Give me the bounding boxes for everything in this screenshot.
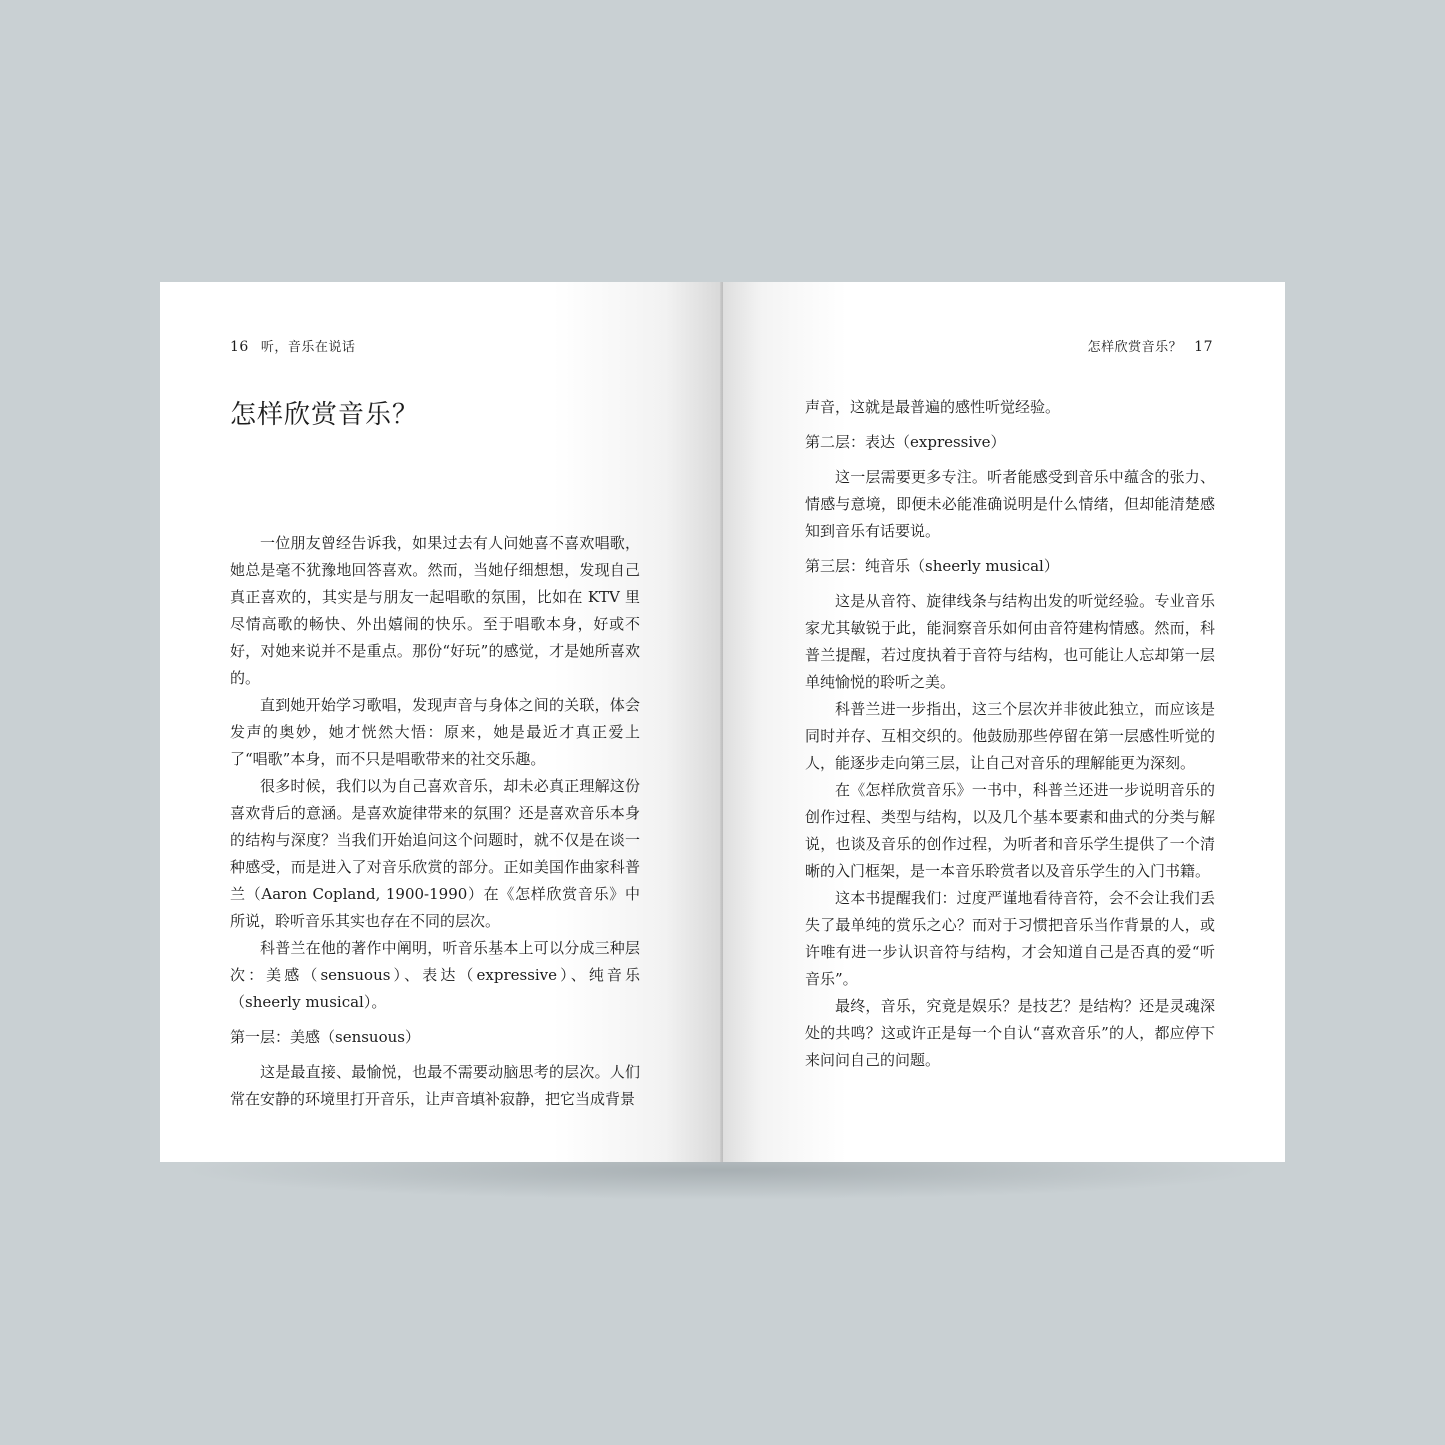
- right-page: [723, 282, 1285, 1162]
- section-heading-level-1: 第一层：美感（sensuous）: [230, 1028, 420, 1046]
- right-section2-paragraph: 这一层需要更多专注。听者能感受到音乐中蕴含的张力、情感与意境，即便未必能准确说明是什么情绪，但却能清楚感知到音乐有话要说。: [805, 468, 1215, 540]
- right-paragraph-3: 在《怎样欣赏音乐》一书中，科普兰还进一步说明音乐的创作过程、类型与结构，以及几个基本要素和曲式的分类与解说，也谈及音乐的创作过程，为听者和音乐学生提供了一个清晰的入门框架，是一本音乐聆赏者以及音乐学生的入门书籍。: [805, 781, 1215, 880]
- right-running-head-title: 怎样欣赏音乐？: [1087, 340, 1183, 355]
- left-paragraph-1: 一位朋友曾经告诉我，如果过去有人问她喜不喜欢唱歌，她总是毫不犹豫地回答喜欢。然而，当她仔细想想，发现自己真正喜欢的，其实是与朋友一起唱歌的氛围，比如在 KTV 里尽情高歌的畅快、外出嬉闹的快乐。至于唱歌本身，好或不好，对她来说并不是重点。那份“好玩”的感觉，才是她所喜欢的。: [230, 534, 640, 687]
- left-page-number: 16: [230, 339, 249, 355]
- right-continuation: 声音，这就是最普遍的感性听觉经验。: [805, 398, 1061, 416]
- left-running-head-title: 听，音乐在说话: [260, 340, 356, 355]
- left-paragraph-2: 直到她开始学习歌唱，发现声音与身体之间的关联，体会发声的奥妙，她才恍然大悟：原来，她是最近才真正爱上了“唱歌”本身，而不只是唱歌带来的社交乐趣。: [230, 696, 640, 768]
- left-section-paragraph: 这是最直接、最愉悦，也最不需要动脑思考的层次。人们常在安静的环境里打开音乐，让声音填补寂静，把它当成背景: [230, 1063, 640, 1108]
- left-paragraph-3: 很多时候，我们以为自己喜欢音乐，却未必真正理解这份喜欢背后的意涵。是喜欢旋律带来的氛围？还是喜欢音乐本身的结构与深度？当我们开始追问这个问题时，就不仅是在谈一种感受，而是进入了对音乐欣赏的部分。正如美国作曲家科普兰（Aaron Copland, 1900-1990）在《怎样欣赏音乐》中所说，聆听音乐其实也存在不同的层次。: [230, 777, 640, 930]
- right-page-number: 17: [1194, 339, 1213, 355]
- section-heading-level-2: 第二层：表达（expressive）: [805, 433, 1006, 451]
- left-page: [160, 282, 722, 1162]
- left-paragraph-4: 科普兰在他的著作中阐明，听音乐基本上可以分成三种层次：美感（sensuous）、表达（expressive）、纯音乐（sheerly musical）。: [230, 939, 640, 1011]
- open-book: [160, 282, 1285, 1162]
- right-paragraph-5: 最终，音乐，究竟是娱乐？是技艺？是结构？还是灵魂深处的共鸣？这或许正是每一个自认“喜欢音乐”的人，都应停下来问问自己的问题。: [805, 997, 1215, 1069]
- right-running-head: [1088, 336, 1213, 355]
- section-heading-level-3: 第三层：纯音乐（sheerly musical）: [805, 557, 1059, 575]
- right-paragraph-2: 科普兰进一步指出，这三个层次并非彼此独立，而应该是同时并存、互相交织的。他鼓励那些停留在第一层感性听觉的人，能逐步走向第三层，让自己对音乐的理解能更为深刻。: [805, 700, 1215, 772]
- left-running-head: [230, 336, 355, 355]
- right-body-text: [805, 394, 1215, 1074]
- chapter-title: 怎样欣赏音乐？: [230, 400, 420, 430]
- right-paragraph-1: 这是从音符、旋律线条与结构出发的听觉经验。专业音乐家尤其敏锐于此，能洞察音乐如何由音符建构情感。然而，科普兰提醒，若过度执着于音符与结构，也可能让人忘却第一层单纯愉悦的聆听之美。: [805, 592, 1215, 691]
- left-body-text: [230, 530, 640, 1113]
- right-paragraph-4: 这本书提醒我们：过度严谨地看待音符，会不会让我们丢失了最单纯的赏乐之心？而对于习惯把音乐当作背景的人，或许唯有进一步认识音符与结构，才会知道自己是否真的爱“听音乐”。: [805, 889, 1215, 988]
